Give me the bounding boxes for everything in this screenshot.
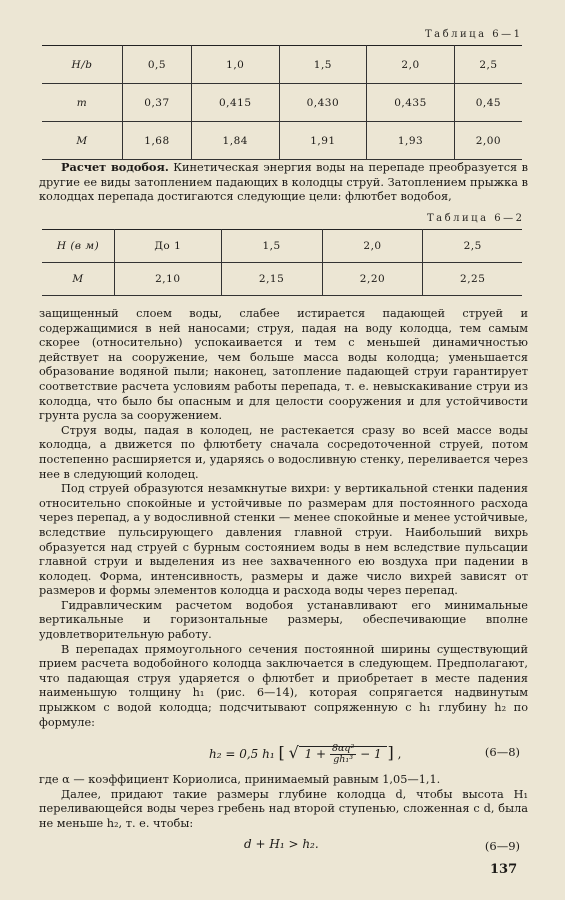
- table-row: [42, 84, 522, 122]
- table-cell: H (в м): [56, 240, 100, 252]
- paragraph-text: где α — коэффициент Кориолиса, принимаемый равным 1,05—1,1.: [39, 773, 441, 786]
- table-cell: M: [72, 273, 84, 285]
- table-row: [42, 230, 522, 263]
- paragraph-text: Гидравлическим расчетом водобоя устанавливают его минимальные вертикальные и горизонтальные размеры, обеспечивающие вполне удовлетворительную работу.: [39, 598, 528, 642]
- paragraph-text: Струя воды, падая в колодец, не растекается сразу во всей массе воды колодца, а движется по флютбету сначала сосредоточенной струей, потом постепенно расширяется и, ударяясь о водосливную стенку, переливается через нее в следующий колодец.: [39, 423, 528, 481]
- equation-number: (6—8): [484, 745, 520, 759]
- paragraph-water-cushion: [39, 160, 528, 205]
- table-cell: 1,5: [221, 230, 322, 263]
- table-row: [42, 122, 522, 160]
- table-cell: M: [76, 134, 88, 147]
- equation-lhs: h₂ = 0,5 h₁: [209, 747, 275, 761]
- paragraph-text: защищенный слоем воды, слабее истирается падающей струей и содержащимися в ней наносами; струя, падая на воду колодца, тем самым скорее (относительно) успокаивается и тем с меньшей динамичностью действует на сооружение, чем больше масса воды колодца; уменьшается образование водяной пыли; наконец, затопление падающей струи гарантирует соответствие расчета условиям работы перепада, т. е. невыскакивание струи из колодца, что было бы опасным и для целости сооружения и для устойчивости грунта русла за сооружением.: [39, 307, 528, 423]
- table-cell: 1,68: [123, 122, 192, 160]
- paragraph-text: Далее, придают такие размеры глубине колодца d, чтобы высота H₁ переливающейся воды через гребень над второй ступенью, сложенная с d, была не меньше h₂, т. е. чтобы:: [39, 787, 528, 830]
- table2-caption: Таблица 6—2: [427, 213, 525, 224]
- table-cell: 2,20: [322, 263, 423, 296]
- paragraph-text: Под струей образуются незамкнутые вихри: у вертикальной стенки падения относительно спокойные и устойчивые по размерам для постоянного расхода через перепад, а у водосливной стенки — менее спокойные и менее устойчивые, вследствие пульсирующего давления главной струи. Наибольший вихрь образуется над струей с бурным состоянием воды в нем вследствие пульсации главной струи и выделения из нее захваченного ею воздуха при падении в колодец. Форма, интенсивность, размеры и даже число вихрей зависят от размеров и формы элементов колодца и расхода воды через перепад.: [39, 482, 528, 598]
- page-number: 137: [490, 862, 518, 877]
- equation-term: − 1: [360, 747, 382, 761]
- table-cell: 2,0: [322, 230, 423, 263]
- table-row: [42, 46, 522, 84]
- body-text: [39, 307, 528, 730]
- equation-formula: h₂ = 0,5 h₁ [ √ 1 + $\frac{\text{8αq²}}{\text{gh₁³}}$ − 1 ] ,: [209, 743, 402, 765]
- table-cell: 2,5: [454, 46, 522, 84]
- equation-numerator: 8αq²: [331, 743, 355, 754]
- table-cell: m: [76, 96, 88, 109]
- table-cell: 0,430: [279, 84, 367, 122]
- table-cell: 1,91: [279, 122, 367, 160]
- table-cell: 2,00: [454, 122, 522, 160]
- table-cell: 1,0: [191, 46, 279, 84]
- table-cell: 2,15: [221, 263, 322, 296]
- table-cell: 2,25: [423, 263, 522, 296]
- equation-6-8: [39, 738, 528, 768]
- table-cell: 1,84: [191, 122, 279, 160]
- table-cell: 1,93: [367, 122, 455, 160]
- table-cell: 0,415: [191, 84, 279, 122]
- table-cell: 0,435: [367, 84, 455, 122]
- table-cell: 2,5: [423, 230, 522, 263]
- equation-6-9: [39, 832, 528, 862]
- table-row: [42, 263, 522, 296]
- table-cell: 2,10: [115, 263, 222, 296]
- table1-caption: Таблица 6—1: [425, 29, 523, 40]
- table-cell: 0,5: [123, 46, 192, 84]
- table-cell: H/b: [71, 58, 93, 71]
- equation-formula: d + H₁ > h₂.: [244, 837, 319, 851]
- table-6-2: [42, 229, 522, 296]
- equation-term: 1 +: [304, 747, 327, 761]
- table-cell: 2,0: [367, 46, 455, 84]
- table-cell: 1,5: [279, 46, 367, 84]
- paragraph-text: В перепадах прямоугольного сечения постоянной ширины существующий прием расчета водобойного колодца заключается в следующем. Предполагают, что падающая струя ударяется о флютбет и приобретает в месте падения наименьшую толщину h₁ (рис. 6—14), которая сопрягается надвинутым прыжком с водой колодца; подсчитывают сопряженную с h₁ глубину h₂ по формуле:: [39, 642, 528, 729]
- table-cell: До 1: [115, 230, 222, 263]
- equation-number: (6—9): [484, 839, 520, 853]
- table-cell: 0,45: [454, 84, 522, 122]
- table-cell: 0,37: [123, 84, 192, 122]
- body-text-lower: [39, 773, 528, 831]
- equation-denominator: gh₁³: [333, 754, 354, 765]
- paragraph-text: Кинетическая энергия воды на перепаде преобразуется в другие ее виды затоплением падающих в колодцы струй. Затоплением прыжка в колодцах перепада достигаются следующие цели: флютбет водобоя,: [39, 161, 528, 204]
- section-heading: Расчет водобоя.: [61, 160, 169, 174]
- equation-punct: ,: [397, 747, 402, 761]
- table-6-1: [42, 45, 522, 160]
